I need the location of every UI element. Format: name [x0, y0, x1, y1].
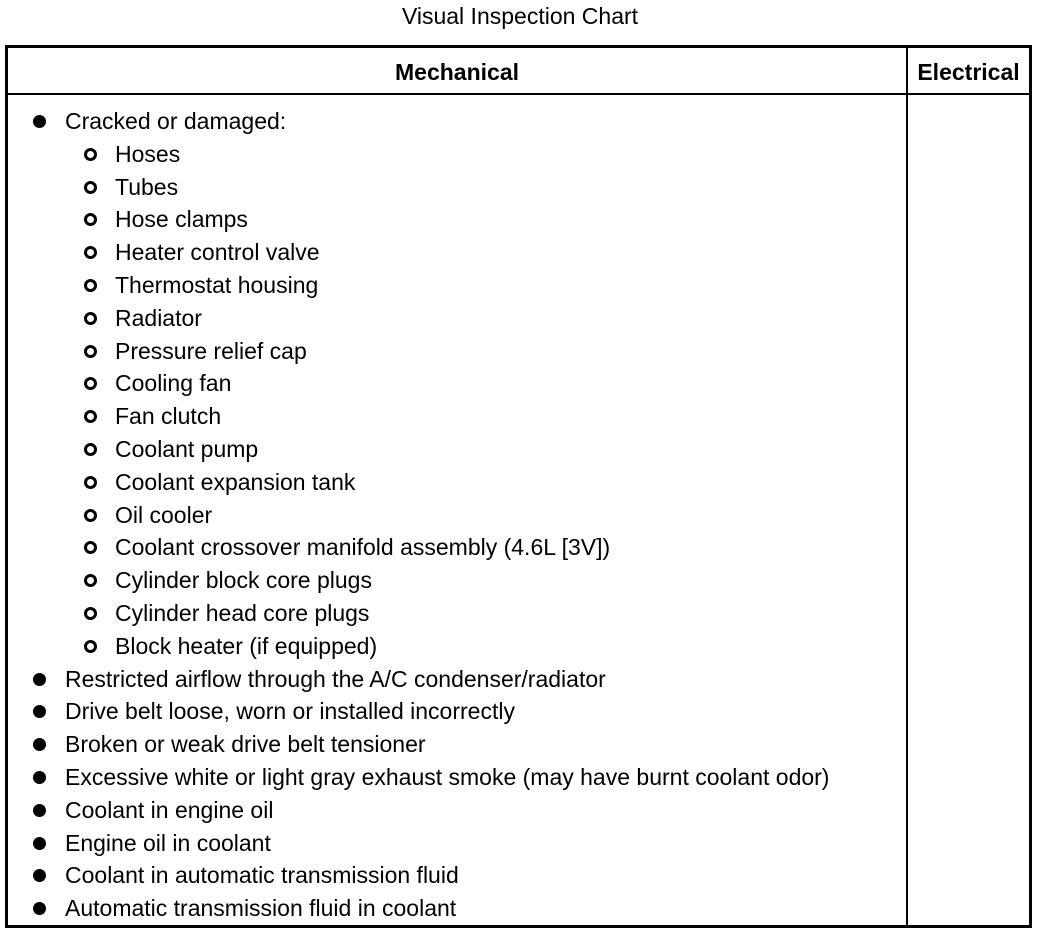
list-item [8, 728, 906, 761]
list-item [8, 695, 906, 728]
list-item-text: Thermostat housing [115, 271, 319, 298]
filled-bullet-icon [33, 837, 46, 850]
list-item-text: Heater control valve [115, 239, 320, 266]
list-item [8, 105, 906, 138]
list-item-text: Cylinder block core plugs [115, 567, 372, 594]
list-item [8, 892, 906, 925]
list-item [8, 236, 906, 269]
list-item [8, 531, 906, 564]
list-item-text: Cooling fan [115, 370, 232, 397]
list-item-text: Excessive white or light gray exhaust smoke (may have burnt coolant odor) [65, 763, 830, 790]
list-item-text: Restricted airflow through the A/C condenser/radiator [65, 665, 606, 692]
list-item-text: Coolant in engine oil [65, 796, 274, 823]
list-item [8, 827, 906, 860]
list-item-text: Tubes [115, 173, 179, 200]
list-item [8, 466, 906, 499]
list-item-text: Pressure relief cap [115, 337, 307, 364]
list-item [8, 203, 906, 236]
open-bullet-icon [84, 148, 97, 161]
open-bullet-icon [84, 246, 97, 259]
filled-bullet-icon [33, 673, 46, 686]
open-bullet-icon [84, 509, 97, 522]
filled-bullet-icon [33, 804, 46, 817]
list-item-text: Block heater (if equipped) [115, 632, 378, 659]
list-item [8, 630, 906, 663]
header-mechanical: Mechanical [395, 59, 519, 85]
open-bullet-icon [84, 574, 97, 587]
open-bullet-icon [84, 279, 97, 292]
list-item-text: Drive belt loose, worn or installed incorrectly [65, 698, 515, 725]
open-bullet-icon [84, 345, 97, 358]
column-divider [906, 48, 908, 925]
open-bullet-icon [84, 181, 97, 194]
list-item-text: Fan clutch [115, 403, 222, 430]
header-divider [8, 93, 1029, 95]
list-item-text: Cylinder head core plugs [115, 599, 370, 626]
open-bullet-icon [84, 607, 97, 620]
open-bullet-icon [84, 476, 97, 489]
open-bullet-icon [84, 443, 97, 456]
list-item [8, 138, 906, 171]
list-item-text: Radiator [115, 304, 202, 331]
filled-bullet-icon [33, 738, 46, 751]
open-bullet-icon [84, 213, 97, 226]
header-electrical: Electrical [917, 59, 1020, 85]
list-item [8, 400, 906, 433]
list-item [8, 761, 906, 794]
list-item-text: Broken or weak drive belt tensioner [65, 731, 426, 758]
list-item-text: Hose clamps [115, 206, 248, 233]
list-item-text: Coolant pump [115, 435, 259, 462]
visual-inspection-table [5, 45, 1032, 928]
list-item [8, 433, 906, 466]
list-item [8, 302, 906, 335]
list-item [8, 859, 906, 892]
filled-bullet-icon [33, 115, 46, 128]
list-item [8, 335, 906, 368]
open-bullet-icon [84, 640, 97, 653]
list-item [8, 171, 906, 204]
chart-title: Visual Inspection Chart [401, 3, 639, 29]
list-item [8, 269, 906, 302]
filled-bullet-icon [33, 771, 46, 784]
list-item [8, 794, 906, 827]
list-item-text: Automatic transmission fluid in coolant [65, 895, 457, 922]
filled-bullet-icon [33, 902, 46, 915]
list-item-text: Hoses [115, 140, 181, 167]
mechanical-list [8, 105, 906, 925]
open-bullet-icon [84, 541, 97, 554]
list-item-text: Coolant in automatic transmission fluid [65, 862, 459, 889]
list-item [8, 499, 906, 532]
list-item [8, 564, 906, 597]
list-item-text: Coolant expansion tank [115, 468, 356, 495]
list-item [8, 367, 906, 400]
list-item-text: Coolant crossover manifold assembly (4.6L [3V]) [115, 534, 611, 561]
list-item [8, 597, 906, 630]
list-item-text: Engine oil in coolant [65, 829, 271, 856]
list-item-text: Oil cooler [115, 501, 213, 528]
list-item-text: Cracked or damaged: [65, 108, 287, 134]
filled-bullet-icon [33, 869, 46, 882]
open-bullet-icon [84, 410, 97, 423]
open-bullet-icon [84, 377, 97, 390]
filled-bullet-icon [33, 705, 46, 718]
list-item [8, 663, 906, 696]
open-bullet-icon [84, 312, 97, 325]
